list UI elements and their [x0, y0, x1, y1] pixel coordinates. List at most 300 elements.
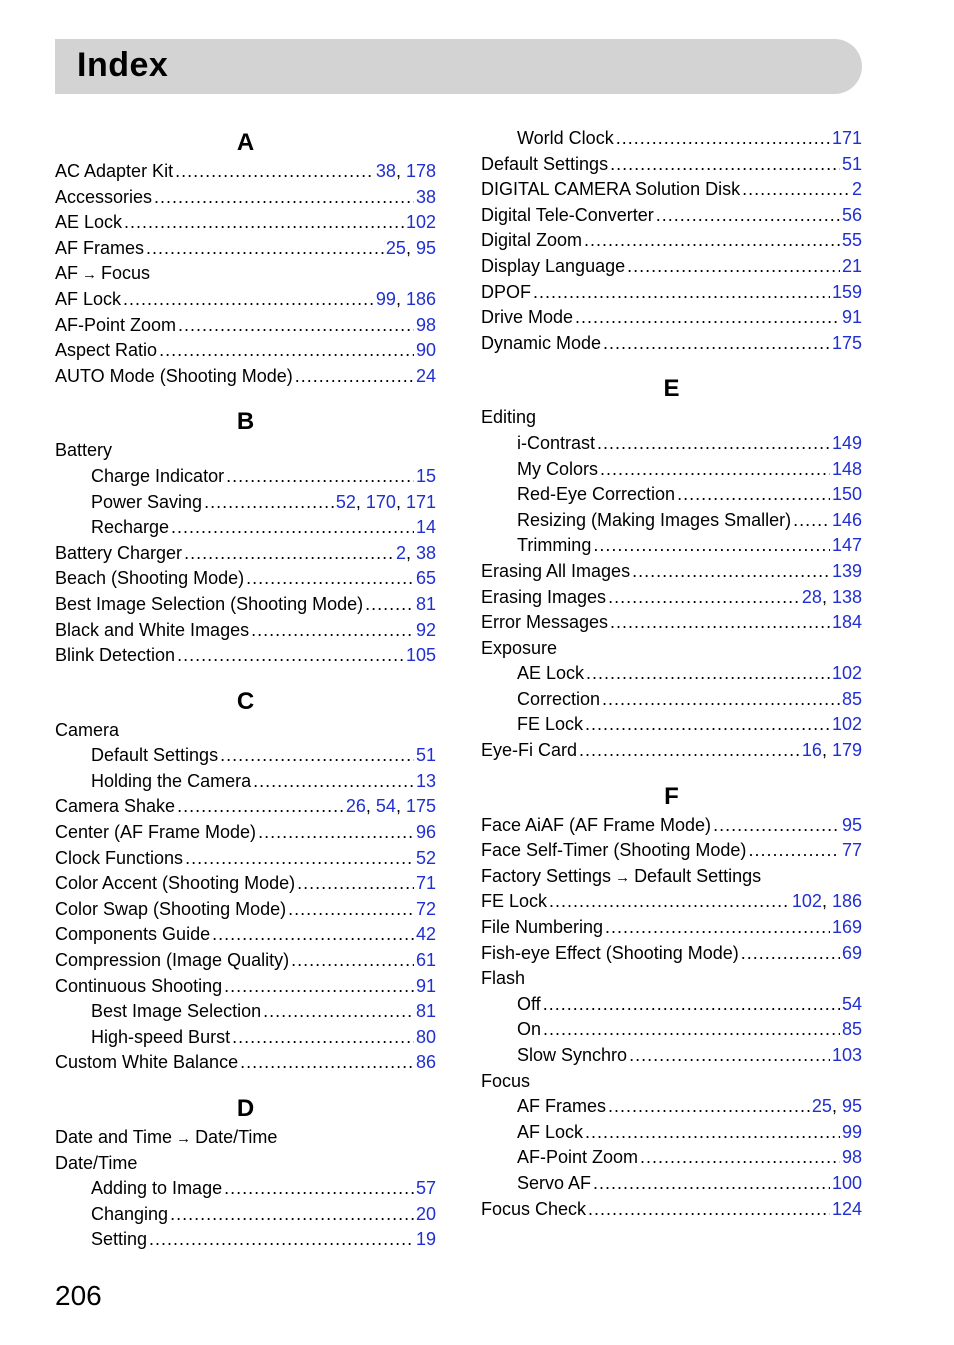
entry-name: File Numbering: [481, 917, 604, 938]
page-link[interactable]: 56: [841, 204, 862, 225]
dot-leader: [608, 585, 800, 611]
index-subentry: [481, 1145, 862, 1171]
page-link[interactable]: 25: [811, 1096, 832, 1117]
index-entry: [55, 1050, 436, 1076]
entry-name: Black and White Images: [55, 619, 250, 640]
entry-name: On: [517, 1019, 542, 1040]
page-separator: ,: [821, 740, 832, 761]
dot-leader: [602, 687, 840, 713]
index-subentry: [481, 457, 862, 483]
page-link[interactable]: 80: [415, 1026, 436, 1047]
page-separator: ,: [355, 491, 366, 512]
dot-leader: [793, 508, 830, 534]
page-link[interactable]: 103: [831, 1045, 862, 1065]
dot-leader: [656, 203, 840, 229]
page-refs: [416, 846, 436, 872]
page-link[interactable]: 38: [415, 542, 436, 563]
index-entry: [481, 966, 862, 992]
dot-leader: [154, 185, 414, 211]
dot-leader: [603, 331, 830, 357]
dot-leader: [240, 1050, 414, 1076]
dot-leader: [224, 974, 414, 1000]
page-link[interactable]: 19: [415, 1229, 436, 1250]
page-link[interactable]: 13: [415, 770, 436, 791]
entry-name: Face Self-Timer (Shooting Mode): [481, 840, 747, 861]
page-refs: [416, 364, 436, 390]
index-entry: [55, 236, 436, 262]
page-refs: [416, 515, 436, 541]
entry-name: Blink Detection: [55, 645, 176, 666]
page-refs: [842, 228, 862, 254]
entry-name: Digital Tele-Converter: [481, 204, 654, 225]
page-refs: [386, 236, 436, 262]
entry-name: World Clock: [517, 128, 614, 148]
page-refs: [416, 566, 436, 592]
entry-name: Correction: [517, 688, 601, 709]
section-letter: A: [236, 129, 255, 156]
page-link[interactable]: 96: [415, 822, 436, 843]
page-link[interactable]: 169: [831, 917, 862, 938]
page-link[interactable]: 95: [415, 237, 436, 258]
entry-name: Digital Zoom: [481, 230, 583, 251]
entry-name: Drive Mode: [481, 307, 574, 328]
index-subentry: [481, 126, 862, 152]
page-link[interactable]: 69: [841, 942, 862, 963]
section-letter: F: [664, 782, 679, 810]
page-link[interactable]: 146: [831, 509, 862, 530]
index-entry: [55, 364, 436, 390]
section-letter: D: [236, 1095, 255, 1122]
page-refs: [832, 559, 862, 585]
section-letter: E: [663, 375, 680, 403]
page-link[interactable]: 85: [841, 1019, 862, 1040]
page-separator: ,: [365, 796, 376, 817]
dot-leader: [288, 897, 414, 923]
page-refs: [396, 541, 436, 567]
page-refs: [842, 941, 862, 967]
page-link[interactable]: 102: [405, 212, 436, 233]
entry-name: AF-Point Zoom: [55, 314, 177, 335]
entry-name: Red-Eye Correction: [517, 484, 676, 505]
page-link[interactable]: 54: [375, 796, 396, 817]
entry-name: Beach (Shooting Mode): [55, 568, 245, 589]
dot-leader: [605, 915, 830, 941]
page-link[interactable]: 139: [831, 560, 862, 581]
page-link[interactable]: 171: [831, 128, 862, 148]
page-link[interactable]: 91: [841, 307, 862, 328]
page-link[interactable]: 91: [415, 975, 436, 996]
index-entry: [481, 813, 862, 839]
entry-name: Resizing (Making Images Smaller): [517, 509, 792, 530]
page-refs: [842, 254, 862, 280]
page-link[interactable]: 42: [415, 924, 436, 945]
index-subentry: [481, 1043, 862, 1069]
entry-name: Default Settings: [481, 153, 609, 174]
dot-leader: [124, 210, 404, 236]
page-refs: [416, 948, 436, 974]
dot-leader: [593, 1171, 830, 1197]
page-refs: [346, 794, 436, 820]
page-link[interactable]: 175: [831, 332, 862, 353]
page-link[interactable]: 159: [831, 281, 862, 302]
entry-name: AC Adapter Kit: [55, 161, 174, 181]
index-entry: [55, 922, 436, 948]
index-section: [481, 126, 862, 356]
dot-leader: [748, 838, 840, 864]
page-link[interactable]: 184: [831, 612, 862, 633]
page-link[interactable]: 2: [395, 542, 406, 563]
page-link[interactable]: 72: [415, 898, 436, 919]
page-link[interactable]: 98: [841, 1147, 862, 1168]
page-link[interactable]: 54: [841, 993, 862, 1014]
entry-name: DIGITAL CAMERA Solution Disk: [481, 179, 741, 200]
page-link[interactable]: 170: [365, 491, 396, 512]
page-link[interactable]: 51: [415, 745, 436, 766]
dot-leader: [579, 738, 800, 764]
dot-leader: [204, 490, 334, 516]
dot-leader: [640, 1145, 840, 1171]
page-refs: [842, 1145, 862, 1171]
page-link[interactable]: 52: [415, 847, 436, 868]
index-entry: [55, 1151, 436, 1177]
index-subentry: [481, 661, 862, 687]
index-entry: [481, 1069, 862, 1095]
page-link[interactable]: 51: [841, 153, 862, 174]
page-refs: [832, 431, 862, 457]
dot-leader: [600, 457, 830, 483]
index-entry: [55, 438, 436, 464]
page-refs: [852, 177, 862, 203]
page-link[interactable]: 150: [831, 484, 862, 505]
index-subentry: [55, 1202, 436, 1228]
page-separator: ,: [395, 491, 406, 512]
page-link[interactable]: 65: [415, 568, 436, 589]
dot-leader: [185, 846, 414, 872]
entry-name: Flash: [481, 968, 526, 989]
index-entry: [55, 794, 436, 820]
page-refs: [416, 769, 436, 795]
page-link[interactable]: 98: [415, 314, 436, 335]
index-section: [55, 126, 436, 389]
page-refs: [842, 1120, 862, 1146]
page-link[interactable]: 90: [415, 340, 436, 361]
page-separator: ,: [405, 237, 416, 258]
index-entry: [481, 585, 862, 611]
entry-name: Color Swap (Shooting Mode): [55, 898, 287, 919]
page-link[interactable]: 124: [831, 1198, 862, 1219]
dot-leader: [593, 533, 830, 559]
page-link[interactable]: 148: [831, 458, 862, 479]
entry-name: FE Lock: [517, 714, 584, 735]
page-link[interactable]: 38: [415, 186, 436, 207]
index-section: [55, 685, 436, 1076]
page-refs: [416, 1050, 436, 1076]
entry-name: Dynamic Mode: [481, 332, 602, 353]
page-separator: ,: [821, 586, 832, 607]
index-entry: [55, 643, 436, 669]
index-entry: [55, 261, 436, 287]
dot-leader: [575, 305, 840, 331]
page-link[interactable]: 38: [375, 161, 396, 181]
dot-leader: [177, 643, 404, 669]
index-column-right: [481, 126, 862, 1222]
page-link[interactable]: 99: [841, 1121, 862, 1142]
index-column-left: [55, 126, 436, 1253]
index-subentry: [55, 999, 436, 1025]
page-refs: [832, 457, 862, 483]
dot-leader: [146, 236, 384, 262]
page-link[interactable]: 179: [831, 740, 862, 761]
section-letter: B: [236, 408, 255, 436]
page-refs: [416, 999, 436, 1025]
page-refs: [416, 820, 436, 846]
page-title: Index: [77, 46, 169, 84]
title-band: [55, 39, 862, 94]
index-entry: [55, 592, 436, 618]
index-subentry: [481, 1017, 862, 1043]
page-link[interactable]: 81: [415, 1001, 436, 1022]
page-separator: ,: [395, 796, 406, 817]
page-refs: [416, 313, 436, 339]
index-subentry: [481, 992, 862, 1018]
dot-leader: [159, 338, 414, 364]
page-refs: [416, 1025, 436, 1051]
entry-name: Adding to Image: [91, 1178, 223, 1199]
index-subentry: [481, 1120, 862, 1146]
page-link[interactable]: 149: [831, 432, 862, 453]
entry-name: Best Image Selection: [91, 1001, 262, 1022]
entry-name: AF-Point Zoom: [517, 1147, 639, 1168]
page-separator: ,: [405, 542, 416, 563]
page-refs: [832, 1171, 862, 1197]
page-link[interactable]: 186: [405, 288, 436, 309]
entry-name: Charge Indicator: [91, 465, 225, 486]
page-link[interactable]: 99: [375, 288, 396, 309]
index-entry: [481, 331, 862, 357]
index-entry: [481, 636, 862, 662]
entry-name: Display Language: [481, 255, 626, 276]
index-subentry: [55, 515, 436, 541]
index-entry: [55, 185, 436, 211]
page-link[interactable]: 186: [831, 891, 862, 912]
entry-name: Clock Functions: [55, 847, 184, 868]
page-refs: [416, 592, 436, 618]
page-link[interactable]: 55: [841, 230, 862, 251]
dot-leader: [586, 661, 830, 687]
index-entry: [55, 210, 436, 236]
entry-name: Aspect Ratio: [55, 340, 158, 361]
entry-name: AUTO Mode (Shooting Mode): [55, 365, 293, 386]
page-link[interactable]: 26: [345, 796, 366, 817]
dot-leader: [295, 364, 414, 390]
page-link[interactable]: 147: [831, 535, 862, 556]
page-link[interactable]: 102: [791, 891, 822, 912]
page-link[interactable]: 95: [841, 814, 862, 835]
index-entry: [481, 228, 862, 254]
page-refs: [832, 1043, 862, 1069]
entry-name: High-speed Burst: [91, 1026, 231, 1047]
page-link[interactable]: 178: [405, 161, 436, 181]
index-subentry: [55, 490, 436, 516]
page-refs: [416, 1227, 436, 1253]
dot-leader: [251, 618, 414, 644]
entry-name: i-Contrast: [517, 432, 596, 453]
dot-leader: [263, 999, 414, 1025]
index-subentry: [481, 1171, 862, 1197]
page-link[interactable]: 105: [405, 645, 436, 666]
page-refs: [832, 712, 862, 738]
see-arrow-icon: →: [615, 868, 631, 886]
entry-name: Exposure: [481, 637, 558, 658]
page-link[interactable]: 24: [415, 365, 436, 386]
page-link[interactable]: 61: [415, 950, 436, 971]
index-entry: [55, 718, 436, 744]
entry-name: My Colors: [517, 458, 599, 479]
page-link[interactable]: 57: [415, 1178, 436, 1199]
page-refs: [416, 974, 436, 1000]
page-link[interactable]: 171: [405, 491, 436, 512]
entry-name: Compression (Image Quality): [55, 950, 290, 971]
page-refs: [416, 871, 436, 897]
dot-leader: [170, 1202, 414, 1228]
page-refs: [416, 1176, 436, 1202]
index-subentry: [55, 769, 436, 795]
entry-name: Eye-Fi Card: [481, 740, 578, 761]
entry-name: Custom White Balance: [55, 1052, 239, 1073]
entry-name: AE Lock: [55, 212, 123, 233]
page-link[interactable]: 77: [841, 840, 862, 861]
page-link[interactable]: 28: [801, 586, 822, 607]
entry-name: Camera: [55, 719, 120, 740]
index-subentry: [481, 712, 862, 738]
dot-leader: [175, 159, 374, 185]
entry-name: Recharge: [91, 517, 170, 538]
dot-leader: [178, 313, 414, 339]
entry-name: Setting: [91, 1229, 148, 1250]
entry-name: AF Lock: [517, 1121, 584, 1142]
entry-name: Servo AF: [517, 1172, 592, 1193]
page-number: 206: [55, 1280, 102, 1311]
dot-leader: [585, 1120, 840, 1146]
page-link[interactable]: 86: [415, 1052, 436, 1073]
page-link[interactable]: 25: [385, 237, 406, 258]
entry-name: Accessories: [55, 186, 153, 207]
see-arrow-icon: →: [176, 1130, 192, 1147]
page-link[interactable]: 102: [831, 663, 862, 684]
index-subentry: [55, 743, 436, 769]
see-reference: Date/Time: [195, 1127, 278, 1147]
dot-leader: [258, 820, 414, 846]
page-link[interactable]: 2: [851, 179, 862, 200]
entry-name: Continuous Shooting: [55, 975, 223, 996]
dot-leader: [232, 1025, 414, 1051]
page-link[interactable]: 138: [831, 586, 862, 607]
dot-leader: [629, 1043, 830, 1069]
dot-leader: [627, 254, 840, 280]
dot-leader: [171, 515, 414, 541]
page-link[interactable]: 100: [831, 1172, 862, 1193]
page-link[interactable]: 175: [405, 796, 436, 817]
entry-name: Changing: [91, 1203, 169, 1224]
dot-leader: [616, 126, 830, 152]
page-link[interactable]: 71: [415, 873, 436, 894]
page-refs: [416, 922, 436, 948]
page-refs: [336, 490, 436, 516]
index-entry: [55, 1125, 436, 1151]
entry-name: Battery: [55, 440, 113, 461]
page-link[interactable]: 85: [841, 688, 862, 709]
index-entry: [55, 313, 436, 339]
index-section: [481, 780, 862, 1223]
index-entry: [481, 305, 862, 331]
page-link[interactable]: 16: [801, 740, 822, 761]
page-link[interactable]: 92: [415, 619, 436, 640]
entry-name: Factory Settings: [481, 865, 612, 886]
index-subentry: [481, 533, 862, 559]
entry-name: Off: [517, 993, 541, 1014]
dot-leader: [543, 1017, 840, 1043]
index-subentry: [55, 1025, 436, 1051]
entry-name: Default Settings: [91, 745, 219, 766]
page-link[interactable]: 14: [415, 517, 436, 538]
page-link[interactable]: 20: [415, 1203, 436, 1224]
entry-name: AF: [55, 263, 79, 284]
index-entry: [481, 177, 862, 203]
entry-name: AF Frames: [517, 1096, 607, 1117]
page-refs: [832, 610, 862, 636]
page-link[interactable]: 52: [335, 491, 356, 512]
page-refs: [842, 687, 862, 713]
entry-name: Focus: [481, 1070, 531, 1091]
entry-name: Components Guide: [55, 924, 211, 945]
page-link[interactable]: 81: [415, 593, 436, 614]
entry-name: Battery Charger: [55, 542, 183, 563]
dot-leader: [677, 482, 830, 508]
page-refs: [376, 159, 436, 185]
dot-leader: [610, 152, 840, 178]
page-refs: [802, 585, 862, 611]
index-entry: [481, 280, 862, 306]
page-link[interactable]: 102: [831, 714, 862, 735]
index-entry: [55, 820, 436, 846]
index-entry: [481, 152, 862, 178]
dot-leader: [549, 889, 790, 915]
page-link[interactable]: 21: [841, 255, 862, 276]
dot-leader: [226, 464, 414, 490]
index-entry: [55, 338, 436, 364]
dot-leader: [588, 1197, 830, 1223]
index-section: [55, 405, 436, 668]
entry-name: AF Lock: [55, 288, 122, 309]
page-refs: [832, 482, 862, 508]
page-link[interactable]: 95: [841, 1096, 862, 1117]
entry-name: Color Accent (Shooting Mode): [55, 873, 296, 894]
page-link[interactable]: 15: [415, 465, 436, 486]
index-entry: [481, 738, 862, 764]
dot-leader: [533, 280, 830, 306]
page-separator: ,: [395, 288, 406, 309]
dot-leader: [184, 541, 394, 567]
index-entry: [481, 254, 862, 280]
index-subentry: [481, 431, 862, 457]
dot-leader: [597, 431, 830, 457]
index-entry: [481, 559, 862, 585]
dot-leader: [291, 948, 414, 974]
entry-name: Date and Time: [55, 1127, 173, 1147]
dot-leader: [212, 922, 414, 948]
dot-leader: [742, 177, 850, 203]
see-reference: Focus: [101, 263, 151, 284]
